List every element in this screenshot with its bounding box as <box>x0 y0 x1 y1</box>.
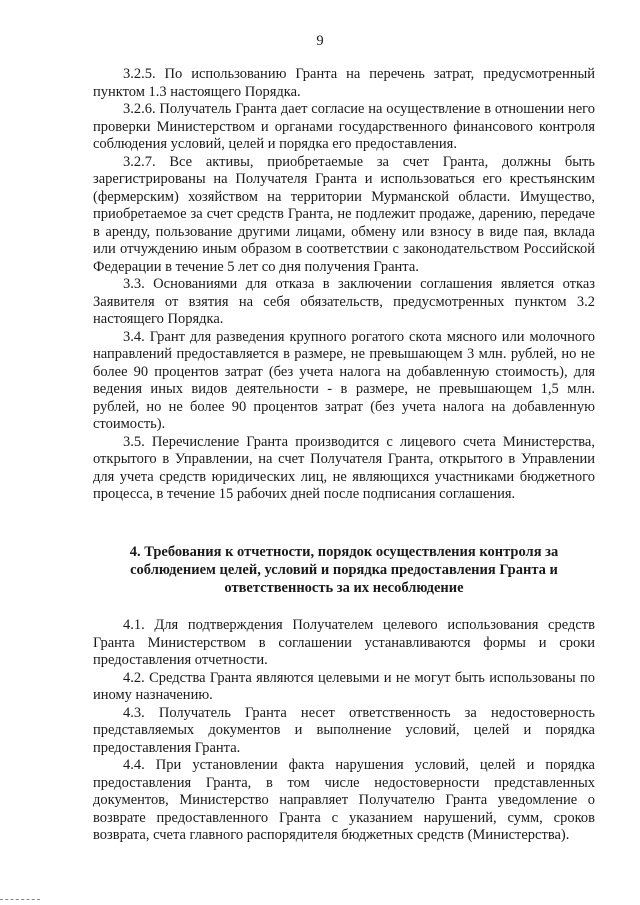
paragraph-4-4: 4.4. При установлении факта нарушения условий, целей и порядка предоставления Гранта, в том числе недостоверности представленных документов, Министерство направляет Получателю Гранта уведомление о возврате предоставленного Гранта с указанием нарушений, сумм, сроков возврата, счета главного распорядителя бюджетных средств (Министерства). <box>93 757 595 843</box>
paragraph-4-2: 4.2. Средства Гранта являются целевыми и не могут быть использованы по иному назначению. <box>93 669 595 703</box>
section-3-body <box>93 66 595 504</box>
heading-line: соблюдением целей, условий и порядка предоставления Гранта и <box>130 562 558 578</box>
heading-line: 4. Требования к отчетности, порядок осуществления контроля за <box>129 544 559 560</box>
paragraph-3-5: 3.5. Перечисление Гранта производится с лицевого счета Министерства, открытого в Управлении, на счет Получателя Гранта, открытого в Управлении для учета средств юридических лиц, не являющихся участниками бюджетного процесса, в течение 15 рабочих дней после подписания соглашения. <box>93 433 595 502</box>
section-4-heading <box>93 543 595 597</box>
paragraph-4-3: 4.3. Получатель Гранта несет ответственность за недостоверность представляемых документов и выполнение условий, целей и порядка предоставления Гранта. <box>93 704 595 756</box>
paragraph-3-2-5: 3.2.5. По использованию Гранта на перечень затрат, предусмотренный пунктом 1.3 настоящего Порядка. <box>93 66 595 100</box>
section-4-body <box>93 617 595 845</box>
paragraph-4-1: 4.1. Для подтверждения Получателем целевого использования средств Гранта Министерством в соглашении устанавливаются формы и сроки предоставления отчетности. <box>93 617 595 668</box>
paragraph-3-3: 3.3. Основаниями для отказа в заключении соглашения является отказ Заявителя от взятия на себя обязательств, предусмотренных пунктом 3.2 настоящего Порядка. <box>93 276 595 327</box>
paragraph-3-2-7: 3.2.7. Все активы, приобретаемые за счет Гранта, должны быть зарегистрированы на Получателя Гранта и использоваться его крестьянским (фермерским) хозяйством на территории Мурманской области. Имущество, приобретаемое за счет средств Гранта, не подлежит продаже, дарению, передаче в аренду, пользование другими лицами, обмену или взносу в виде пая, вклада или отчуждению иным образом в соответствии с законодательством Российской Федерации в течение 5 лет со дня получения Гранта. <box>93 153 595 275</box>
heading-line: ответственность за их несоблюдение <box>224 580 464 596</box>
scan-edge-mark <box>0 899 40 901</box>
paragraph-3-2-6: 3.2.6. Получатель Гранта дает согласие на осуществление в отношении него проверки Министерством и органами государственного финансового контроля соблюдения условий, целей и порядка его предоставления. <box>93 101 595 152</box>
page-number: 9 <box>316 33 324 49</box>
paragraph-3-4: 3.4. Грант для разведения крупного рогатого скота мясного или молочного направлений предоставляется в размере, не превышающем 3 млн. рублей, но не более 90 процентов затрат (без учета налога на добавленную стоимость), для ведения иных видов деятельности - в размере, не превышающем 1,5 млн. рублей, но не более 90 процентов затрат (без учета налога на добавленную стоимость). <box>93 328 595 432</box>
